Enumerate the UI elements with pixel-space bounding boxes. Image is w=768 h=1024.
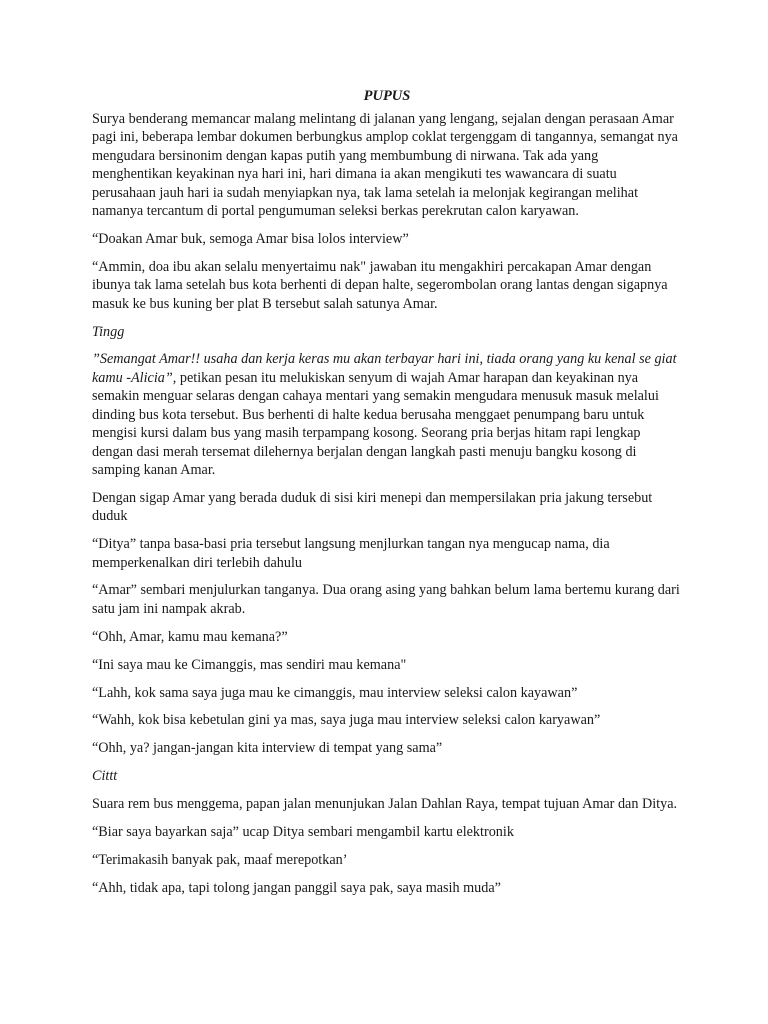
sound-effect-cittt: Cittt bbox=[92, 768, 118, 785]
paragraph-12: “Ohh, ya? jangan-jangan kita interview di tempat yang sama” bbox=[92, 740, 443, 757]
paragraph-1: Surya benderang memancar malang melintang di jalanan yang lengang, sejalan dengan perasaan Amar pagi ini, beberapa lembar dokumen berbungkus amplop coklat tergenggam di tangannya, semangat nya mengudara bersinonim dengan kapas putih yang membumbung di nirwana. Tak ada yang menghentikan keyakinan nya hari ini, hari dimana ia akan mengikuti tes wawancara di suatu perusahaan jauh hari ia sudah menyiapkan nya, tak lama setelah ia melonjak kegirangan melihat namanya tercantum di portal pengumuman seleksi berkas perekrutan calon karyawan. bbox=[92, 111, 678, 220]
paragraph-4-text: petikan pesan itu melukiskan senyum di wajah Amar harapan dan keyakinan nya semakin menguar selaras dengan cahaya mentari yang semakin mengudara menusuk masuk melalui dinding bus kota tersebut. Bus berhenti di halte kedua berusaha menggaet penumpang baru untuk mengisi kursi dalam bus yang masih terpampang kosong. Seorang pria berjas hitam rapi lengkap dengan dasi merah tersemat dilehernya berjalan dengan langkah pasti menuju bangku kosong di samping kanan Amar. bbox=[92, 369, 659, 478]
document-title: PUPUS bbox=[363, 88, 411, 104]
paragraph-3: “Ammin, doa ibu akan selalu menyertaimu nak" jawaban itu mengakhiri percakapan Amar dengan ibunya tak lama setelah bus kota berhenti di depan halte, segerombolan orang lantas dengan sigapnya masuk ke bus kuning ber plat B tersebut salah satunya Amar. bbox=[92, 258, 668, 312]
paragraph-13: Suara rem bus menggema, papan jalan menunjukan Jalan Dahlan Raya, tempat tujuan Amar dan Ditya. bbox=[92, 796, 678, 813]
paragraph-4 bbox=[92, 350, 682, 479]
paragraph-15: “Terimakasih banyak pak, maaf merepotkan’ bbox=[92, 852, 348, 868]
document-page bbox=[92, 86, 682, 907]
paragraph-6: “Ditya” tanpa basa-basi pria tersebut langsung menjlurkan tangan nya mengucap nama, dia memperkenalkan diri terlebih dahulu bbox=[92, 536, 610, 571]
paragraph-11: “Wahh, kok bisa kebetulan gini ya mas, saya juga mau interview seleksi calon karyawan” bbox=[92, 712, 601, 729]
paragraph-8: “Ohh, Amar, kamu mau kemana?” bbox=[92, 628, 288, 645]
sound-effect-tingg: Tingg bbox=[92, 323, 125, 340]
paragraph-10: “Lahh, kok sama saya juga mau ke cimanggis, mau interview seleksi calon kayawan” bbox=[92, 684, 578, 701]
paragraph-14: “Biar saya bayarkan saja” ucap Ditya sembari mengambil kartu elektronik bbox=[92, 824, 514, 841]
paragraph-5: Dengan sigap Amar yang berada duduk di sisi kiri menepi dan mempersilakan pria jakung tersebut duduk bbox=[92, 489, 653, 525]
paragraph-16: “Ahh, tidak apa, tapi tolong jangan panggil saya pak, saya masih muda” bbox=[92, 879, 501, 896]
paragraph-2: “Doakan Amar buk, semoga Amar bisa lolos interview” bbox=[92, 230, 409, 247]
message-quote: ”Semangat Amar!! usaha dan kerja keras mu akan terbayar hari ini, tiada orang yang ku kenal se giat kamu -Alicia”, bbox=[92, 351, 677, 386]
paragraph-7: “Amar” sembari menjulurkan tanganya. Dua orang asing yang bahkan belum lama bertemu kurang dari satu jam ini nampak akrab. bbox=[92, 582, 680, 617]
paragraph-9: “Ini saya mau ke Cimanggis, mas sendiri mau kemana" bbox=[92, 656, 407, 673]
